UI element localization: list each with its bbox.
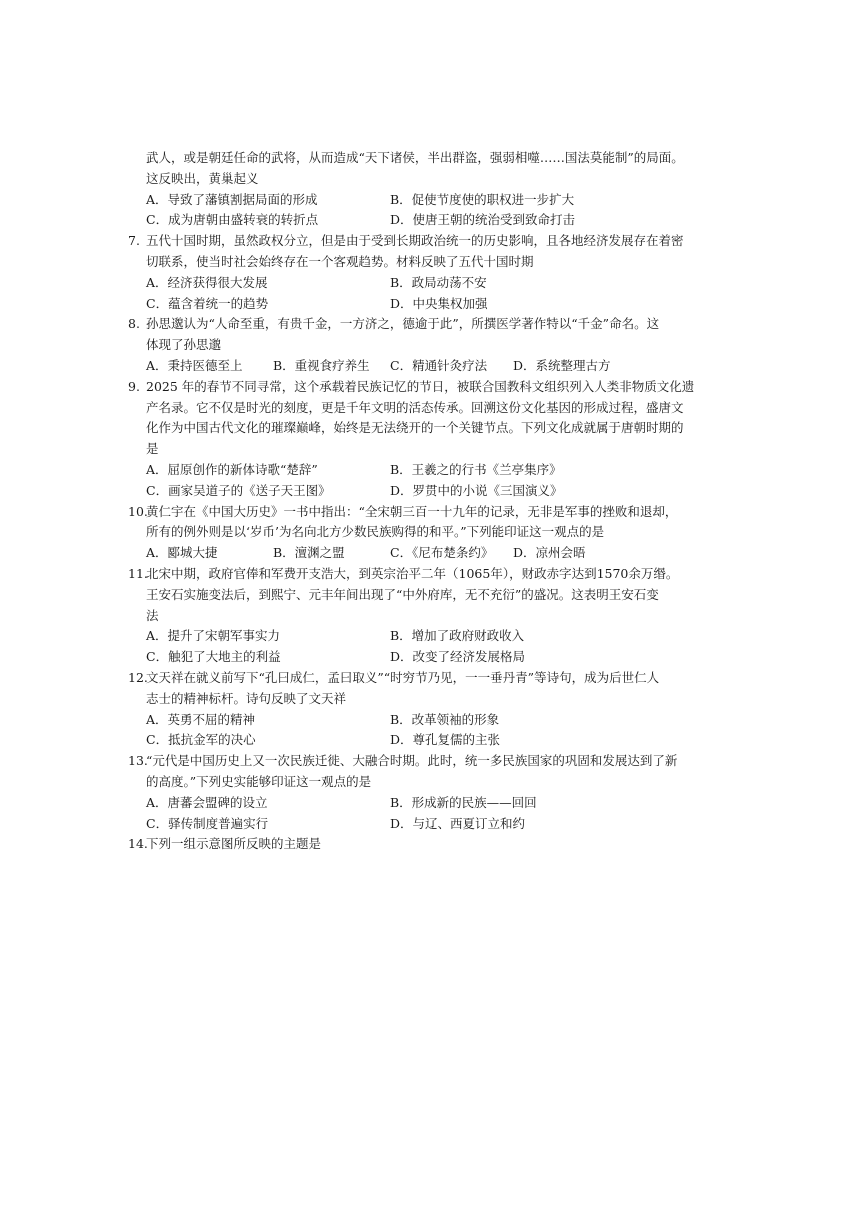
q10-option-a: A．郾城大捷 xyxy=(146,545,218,561)
q10-text-line: 所有的例外则是以‘岁币’为名向北方少数民族购得的和平。”下列能印证这一观点的是 xyxy=(146,524,605,540)
q11-text-line: 王安石实施变法后，到熙宁、元丰年间出现了“中外府库，无不充衍”的盛况。这表明王安石变 xyxy=(146,586,659,602)
q7-text-line: 五代十国时期，虽然政权分立，但是由于受到长期政治统一的历史影响，且各地经济发展存在着密 xyxy=(146,233,684,249)
q9-options-row xyxy=(128,481,728,502)
question-list xyxy=(128,148,728,855)
q9-option-d: D．罗贯中的小说《三国演义》 xyxy=(390,482,563,498)
q8-option-b: B．重视食疗养生 xyxy=(273,357,370,373)
q7-option-c: C．蕴含着统一的趋势 xyxy=(146,295,269,311)
q12-options-row xyxy=(128,710,728,731)
q13-options-row xyxy=(128,793,728,814)
q6-text-line: 这反映出，黄巢起义 xyxy=(146,170,259,186)
q10-text-line: 黄仁宇在《中国大历史》一书中指出：“全宋朝三百一十九年的记录，无非是军事的挫败和退却， xyxy=(146,503,678,519)
q6-option-a: A．导致了藩镇割据局面的形成 xyxy=(146,191,318,207)
q9-stem xyxy=(128,377,728,398)
q6-options-row xyxy=(128,190,728,211)
q12-option-a: A．英勇不屈的精神 xyxy=(146,711,256,727)
q14-text-line: 下列一组示意图所反映的主题是 xyxy=(146,836,322,852)
q9-text-line: 化作为中国古代文化的璀璨巅峰，始终是无法绕开的一个关键节点。下列文化成就属于唐朝时期的 xyxy=(146,420,684,436)
q9-number: 9. xyxy=(128,378,140,394)
q7-option-d: D．中央集权加强 xyxy=(390,295,488,311)
q11-option-d: D．改变了经济发展格局 xyxy=(390,649,526,665)
q7-text-line: 切联系，使当时社会始终存在一个客观趋势。材料反映了五代十国时期 xyxy=(146,253,534,269)
q13-number: 13. xyxy=(128,753,148,769)
q13-option-a: A．唐蕃会盟碑的设立 xyxy=(146,794,268,810)
q12-number: 12. xyxy=(128,669,148,685)
q9-option-b: B．王羲之的行书《兰亭集序》 xyxy=(390,461,562,477)
q10-options-row xyxy=(128,543,728,564)
q14-stem xyxy=(128,834,728,855)
q9-text-line: 2025 年的春节不同寻常，这个承载着民族记忆的节日，被联合国教科文组织列入人类非物质文化遗 xyxy=(146,378,695,394)
q9-text-line: 产名录。它不仅是时光的刻度，更是千年文明的活态传承。回溯这份文化基因的形成过程，盛唐文 xyxy=(146,399,684,415)
q6-options-row xyxy=(128,210,728,231)
q10-stem xyxy=(128,502,728,523)
q12-option-c: C．抵抗金军的决心 xyxy=(146,732,256,748)
q7-number: 7. xyxy=(128,233,140,249)
q7-options-row xyxy=(128,294,728,315)
q10-number: 10. xyxy=(128,503,148,519)
q7-options-row xyxy=(128,273,728,294)
q7-option-a: A．经济获得很大发展 xyxy=(146,274,268,290)
q13-option-b: B．形成新的民族——回回 xyxy=(390,794,537,810)
q11-options-row xyxy=(128,626,728,647)
q12-text-line: 志士的精神标杆。诗句反映了文天祥 xyxy=(146,690,347,706)
q9-option-c: C．画家吴道子的《送子天王图》 xyxy=(146,482,331,498)
q14-number: 14. xyxy=(128,836,148,852)
q11-option-a: A．提升了宋朝军事实力 xyxy=(146,628,281,644)
q11-options-row xyxy=(128,647,728,668)
q12-option-b: B．改革领袖的形象 xyxy=(390,711,500,727)
q13-text-line: 的高度。”下列史实能够印证这一观点的是 xyxy=(146,773,372,789)
q8-option-d: D．系统整理古方 xyxy=(513,357,611,373)
q10-option-d: D．凉州会晤 xyxy=(513,545,586,561)
q10-option-b: B．澶渊之盟 xyxy=(273,545,345,561)
q7-stem xyxy=(128,231,728,252)
q13-text-line: “元代是中国历史上又一次民族迁徙、大融合时期。此时，统一多民族国家的巩固和发展达到了新 xyxy=(146,753,678,769)
q6-option-b: B．促使节度使的职权进一步扩大 xyxy=(390,191,575,207)
q7-option-b: B．政局动荡不安 xyxy=(390,274,487,290)
q9-text-line: 是 xyxy=(146,441,159,457)
q8-option-a: A．秉持医德至上 xyxy=(146,357,243,373)
q11-stem xyxy=(128,564,728,585)
q12-options-row xyxy=(128,730,728,751)
q12-text-line: 文天祥在就义前写下“孔曰成仁，孟曰取义”“时穷节乃见，一一垂丹青”等诗句，成为后世仁人 xyxy=(146,669,660,685)
q13-stem xyxy=(128,751,728,772)
q12-option-d: D．尊孔复儒的主张 xyxy=(390,732,501,748)
q6-text-line: 武人，或是朝廷任命的武将，从而造成“天下诸侯，半出群盗，强弱相噬……国法莫能制”的局面。 xyxy=(146,150,684,165)
q11-option-b: B．增加了政府财政收入 xyxy=(390,628,525,644)
q8-text-line: 孙思邈认为“人命至重，有贵千金，一方济之，德逾于此”，所撰医学著作特以“千金”命名。这 xyxy=(146,316,660,332)
q8-option-c: C．精通针灸疗法 xyxy=(390,357,488,373)
q9-options-row xyxy=(128,460,728,481)
q11-text-line: 法 xyxy=(146,607,159,623)
q6-option-c: C．成为唐朝由盛转衰的转折点 xyxy=(146,212,319,228)
q13-option-d: D．与辽、西夏订立和约 xyxy=(390,815,526,831)
q10-option-c: C．《尼布楚条约》 xyxy=(390,545,494,561)
q8-number: 8. xyxy=(128,316,140,332)
q11-text-line: 北宋中期，政府官俸和军费开支浩大，到英宗治平二年（1065年），财政赤字达到1570余万缗。 xyxy=(146,565,679,581)
q11-option-c: C．触犯了大地主的利益 xyxy=(146,649,281,665)
q8-stem xyxy=(128,314,728,335)
q11-number: 11. xyxy=(128,565,148,581)
q6-option-d: D．使唐王朝的统治受到致命打击 xyxy=(390,212,576,228)
q8-text-line: 体现了孙思邈 xyxy=(146,337,222,353)
q13-option-c: C．驿传制度普遍实行 xyxy=(146,815,269,831)
q13-options-row xyxy=(128,814,728,835)
q12-stem xyxy=(128,668,728,689)
q9-option-a: A．屈原创作的新体诗歌“楚辞” xyxy=(146,461,318,477)
q8-options-row xyxy=(128,356,728,377)
